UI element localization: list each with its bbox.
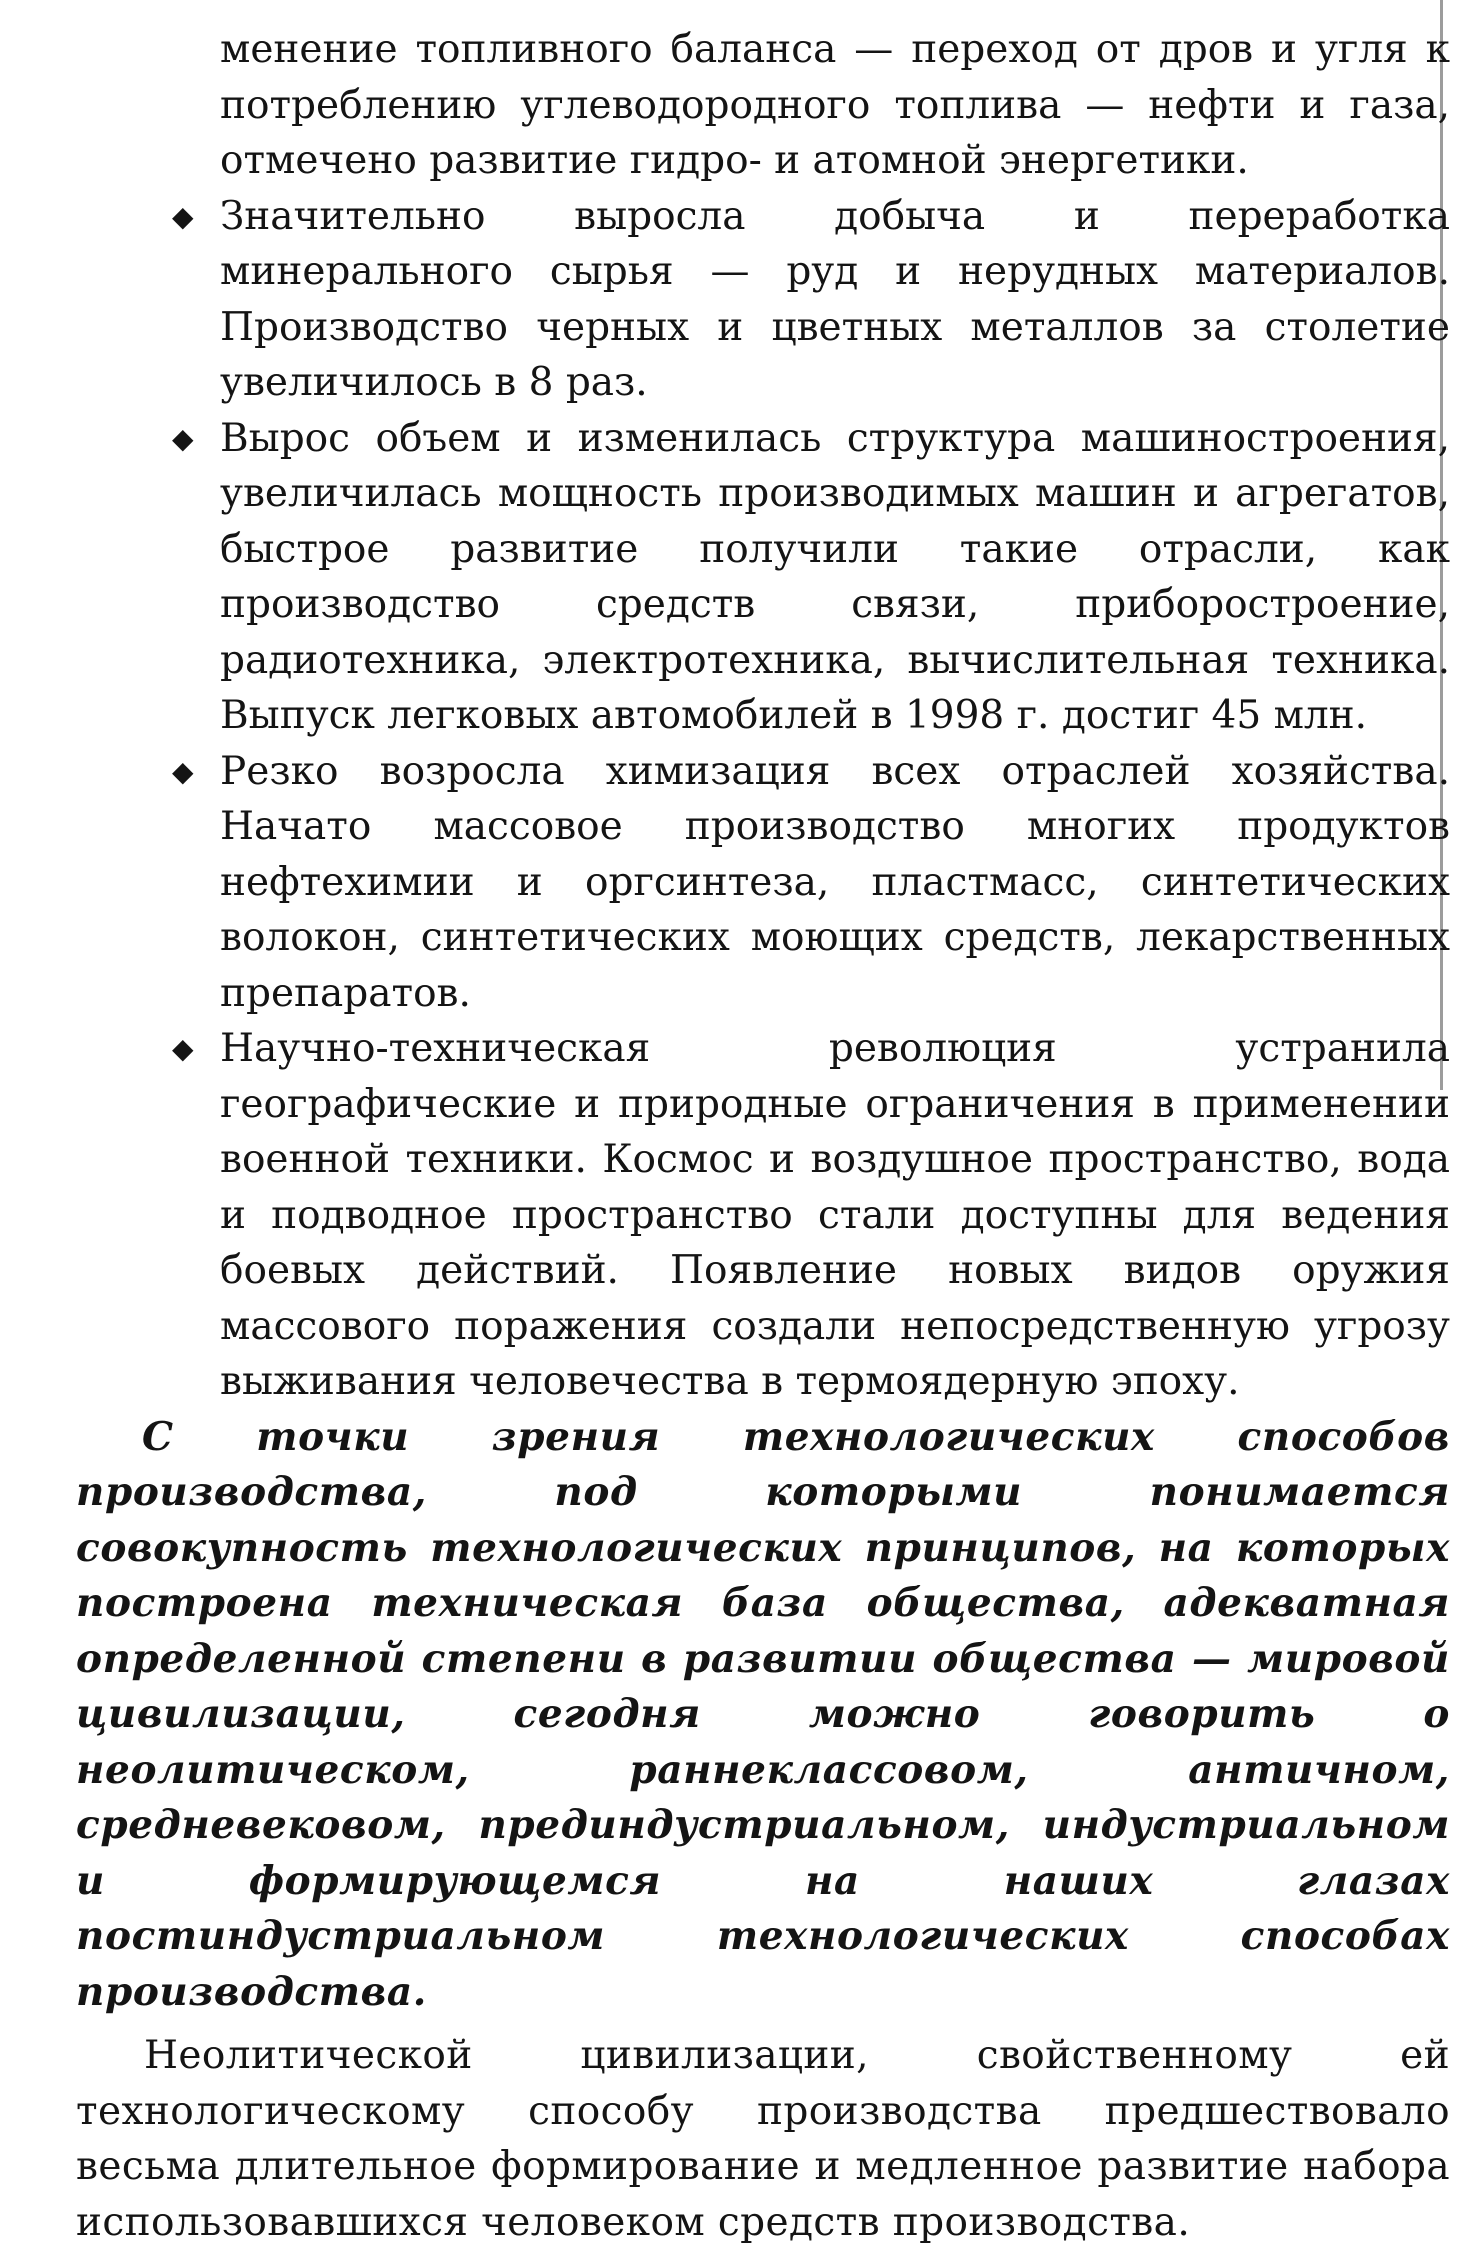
bullet-list [76,22,1450,1410]
list-item [172,189,1450,411]
document-body [76,22,1450,2250]
closing-paragraph: Неолитической цивилизации, свойственному ей технологическому способу производства предшествовало весьма длительное формирование и медленное развитие набора использовавшихся человеком средств производства. [76,2033,1450,2245]
continued-list-item: менение топливного баланса — переход от дров и угля к потреблению углеводородного топлива — нефти и газа, отмечено развитие гидро- и атомной энергетики. [220,27,1450,183]
diamond-bullet-icon: ◆ [172,754,194,788]
list-item-text: Резко возросла химизация всех отраслей хозяйства. Начато массовое производство многих продуктов нефтехимии и оргсинтеза, пластмасс, синтетических волокон, синтетических моющих средств, лекарственных препаратов. [220,748,1450,1016]
list-item [172,1021,1450,1410]
diamond-bullet-icon: ◆ [172,1032,194,1065]
diamond-bullet-icon: ◆ [172,421,194,455]
list-item-text: Значительно выросла добыча и переработка минерального сырья — руд и нерудных материалов. Производство черных и цветных металлов за столетие увеличилось в 8 раз. [220,193,1450,405]
list-item [172,411,1450,744]
list-item-text: Научно-техническая революция устранила географические и природные ограничения в применении военной техники. Космос и воздушное пространство, вода и подводное пространство стали доступны для ведения боевых действий. Появление новых видов оружия массового поражения создали непосредственную угрозу выживания человечества в термоядерную эпоху. [220,1026,1450,1404]
list-item [172,744,1450,1022]
diamond-bullet-icon: ◆ [172,199,194,233]
list-item-text: Вырос объем и изменилась структура машиностроения, увеличилась мощность производимых машин и агрегатов, быстрое развитие получили такие отрасли, как производство средств связи, приборостроение, радиотехника, электротехника, вычислительная техника. Выпуск легковых автомобилей в 1998 г. достиг 45 млн. [220,415,1450,738]
emphasis-paragraph: С точки зрения технологических способов производства, под которыми понимается совокупность технологических принципов, на которых построена техническая база общества, адекватная определенной степени в развитии общества — мировой цивилизации, сегодня можно говорить о неолитическом, раннеклассовом, античном, средневековом, прединдустриальном, индустриальном и формирующемся на наших глазах постиндустриальном технологических способах производства. [76,1413,1450,2015]
